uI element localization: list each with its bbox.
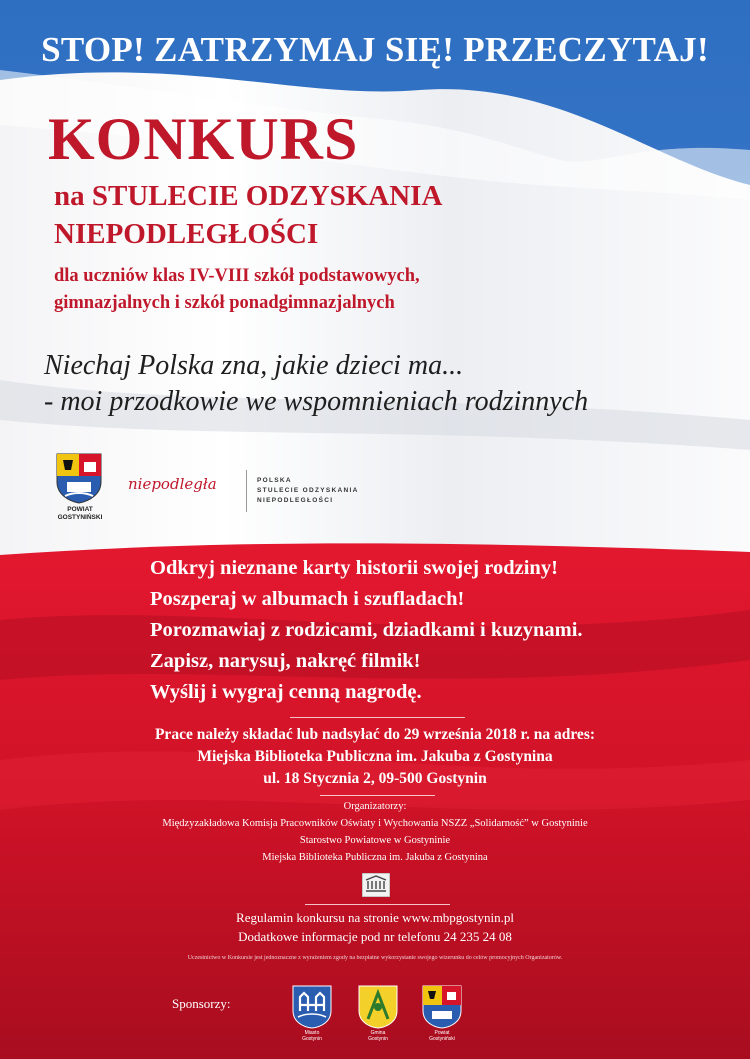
organizer-line-3: Miejska Biblioteka Publiczna im. Jakuba z Gostynina <box>262 852 488 863</box>
logo-divider <box>246 470 247 512</box>
powiat-label-2: GOSTYNIŃSKI <box>57 514 103 521</box>
niepodlegla-text-1: POLSKA <box>257 477 292 484</box>
fine-print: Uczestnictwo w Konkursie jest jednoznaczne z wyrażeniem zgody na bezpłatne wykorzystanie swojego wizerunku do celów promocyjnych Organizatorów. <box>187 955 563 961</box>
divider-rule <box>305 904 450 905</box>
call-to-action-2: Poszperaj w albumach i szufladach! <box>150 588 465 610</box>
deadline-line-2: Miejska Biblioteka Publiczna im. Jakuba z Gostynina <box>197 748 553 765</box>
powiat-crest-icon <box>55 452 103 504</box>
gostynin-county-crest-icon <box>422 985 462 1029</box>
audience-line-1: dla uczniów klas IV-VIII szkół podstawowych, <box>54 266 420 286</box>
deadline-line-1: Prace należy składać lub nadsyłać do 29 września 2018 r. na adres: <box>154 726 596 743</box>
library-logo-icon <box>362 873 390 897</box>
sponsor-caption-3a: Powiat <box>434 1030 450 1036</box>
niepodlegla-logo-script: niepodległa <box>128 475 217 493</box>
organizer-line-2: Starostwo Powiatowe w Gostyninie <box>299 835 451 846</box>
organizers-label: Organizatorzy: <box>343 801 407 812</box>
audience-line-2: gimnazjalnych i szkół ponadgimnazjalnych <box>54 293 395 313</box>
sponsor-caption-1b: Gostynin <box>302 1036 322 1042</box>
call-to-action-1: Odkryj nieznane karty historii swojej rodziny! <box>150 557 558 579</box>
powiat-label-1: POWIAT <box>67 506 93 513</box>
organizer-line-1: Międzyzakładowa Komisja Pracowników Oświaty i Wychowania NSZZ „Solidarność” w Gostyninie <box>162 818 588 829</box>
gostynin-city-crest-icon <box>292 985 332 1029</box>
sponsor-caption-3b: Gostyniński <box>429 1036 455 1042</box>
motto-line-1: Niechaj Polska zna, jakie dzieci ma... <box>44 350 464 381</box>
call-to-action-5: Wyślij i wygraj cenną nagrodę. <box>150 681 422 703</box>
sponsors-label: Sponsorzy: <box>172 996 231 1011</box>
page-title: KONKURS <box>48 106 359 172</box>
regulations-line-1: Regulamin konkursu na stronie www.mbpgostynin.pl <box>236 910 514 925</box>
sponsor-caption-1a: Miasto <box>304 1030 320 1036</box>
regulations-line-2: Dodatkowe informacje pod nr telefonu 24 235 24 08 <box>238 929 512 944</box>
motto-line-2: - moi przodkowie we wspomnieniach rodzinnych <box>44 386 589 417</box>
gostynin-commune-crest-icon <box>358 985 398 1029</box>
sponsor-caption-2a: Gmina <box>370 1030 386 1036</box>
sponsor-caption-2b: Gostynin <box>368 1036 388 1042</box>
subtitle-line-2: NIEPODLEGŁOŚCI <box>54 218 319 250</box>
call-to-action-3: Porozmawiaj z rodzicami, dziadkami i kuzynami. <box>150 619 583 641</box>
divider-rule <box>320 795 435 796</box>
headline: STOP! ZATRZYMAJ SIĘ! PRZECZYTAJ! <box>41 30 709 69</box>
niepodlegla-text-2: STULECIE ODZYSKANIA <box>257 487 359 494</box>
deadline-line-3: ul. 18 Stycznia 2, 09-500 Gostynin <box>263 770 487 787</box>
call-to-action-4: Zapisz, narysuj, nakręć filmik! <box>150 650 421 672</box>
subtitle-line-1: na STULECIE ODZYSKANIA <box>54 180 443 212</box>
divider-rule <box>290 717 465 718</box>
niepodlegla-text-3: NIEPODLEGŁOŚCI <box>257 497 334 504</box>
